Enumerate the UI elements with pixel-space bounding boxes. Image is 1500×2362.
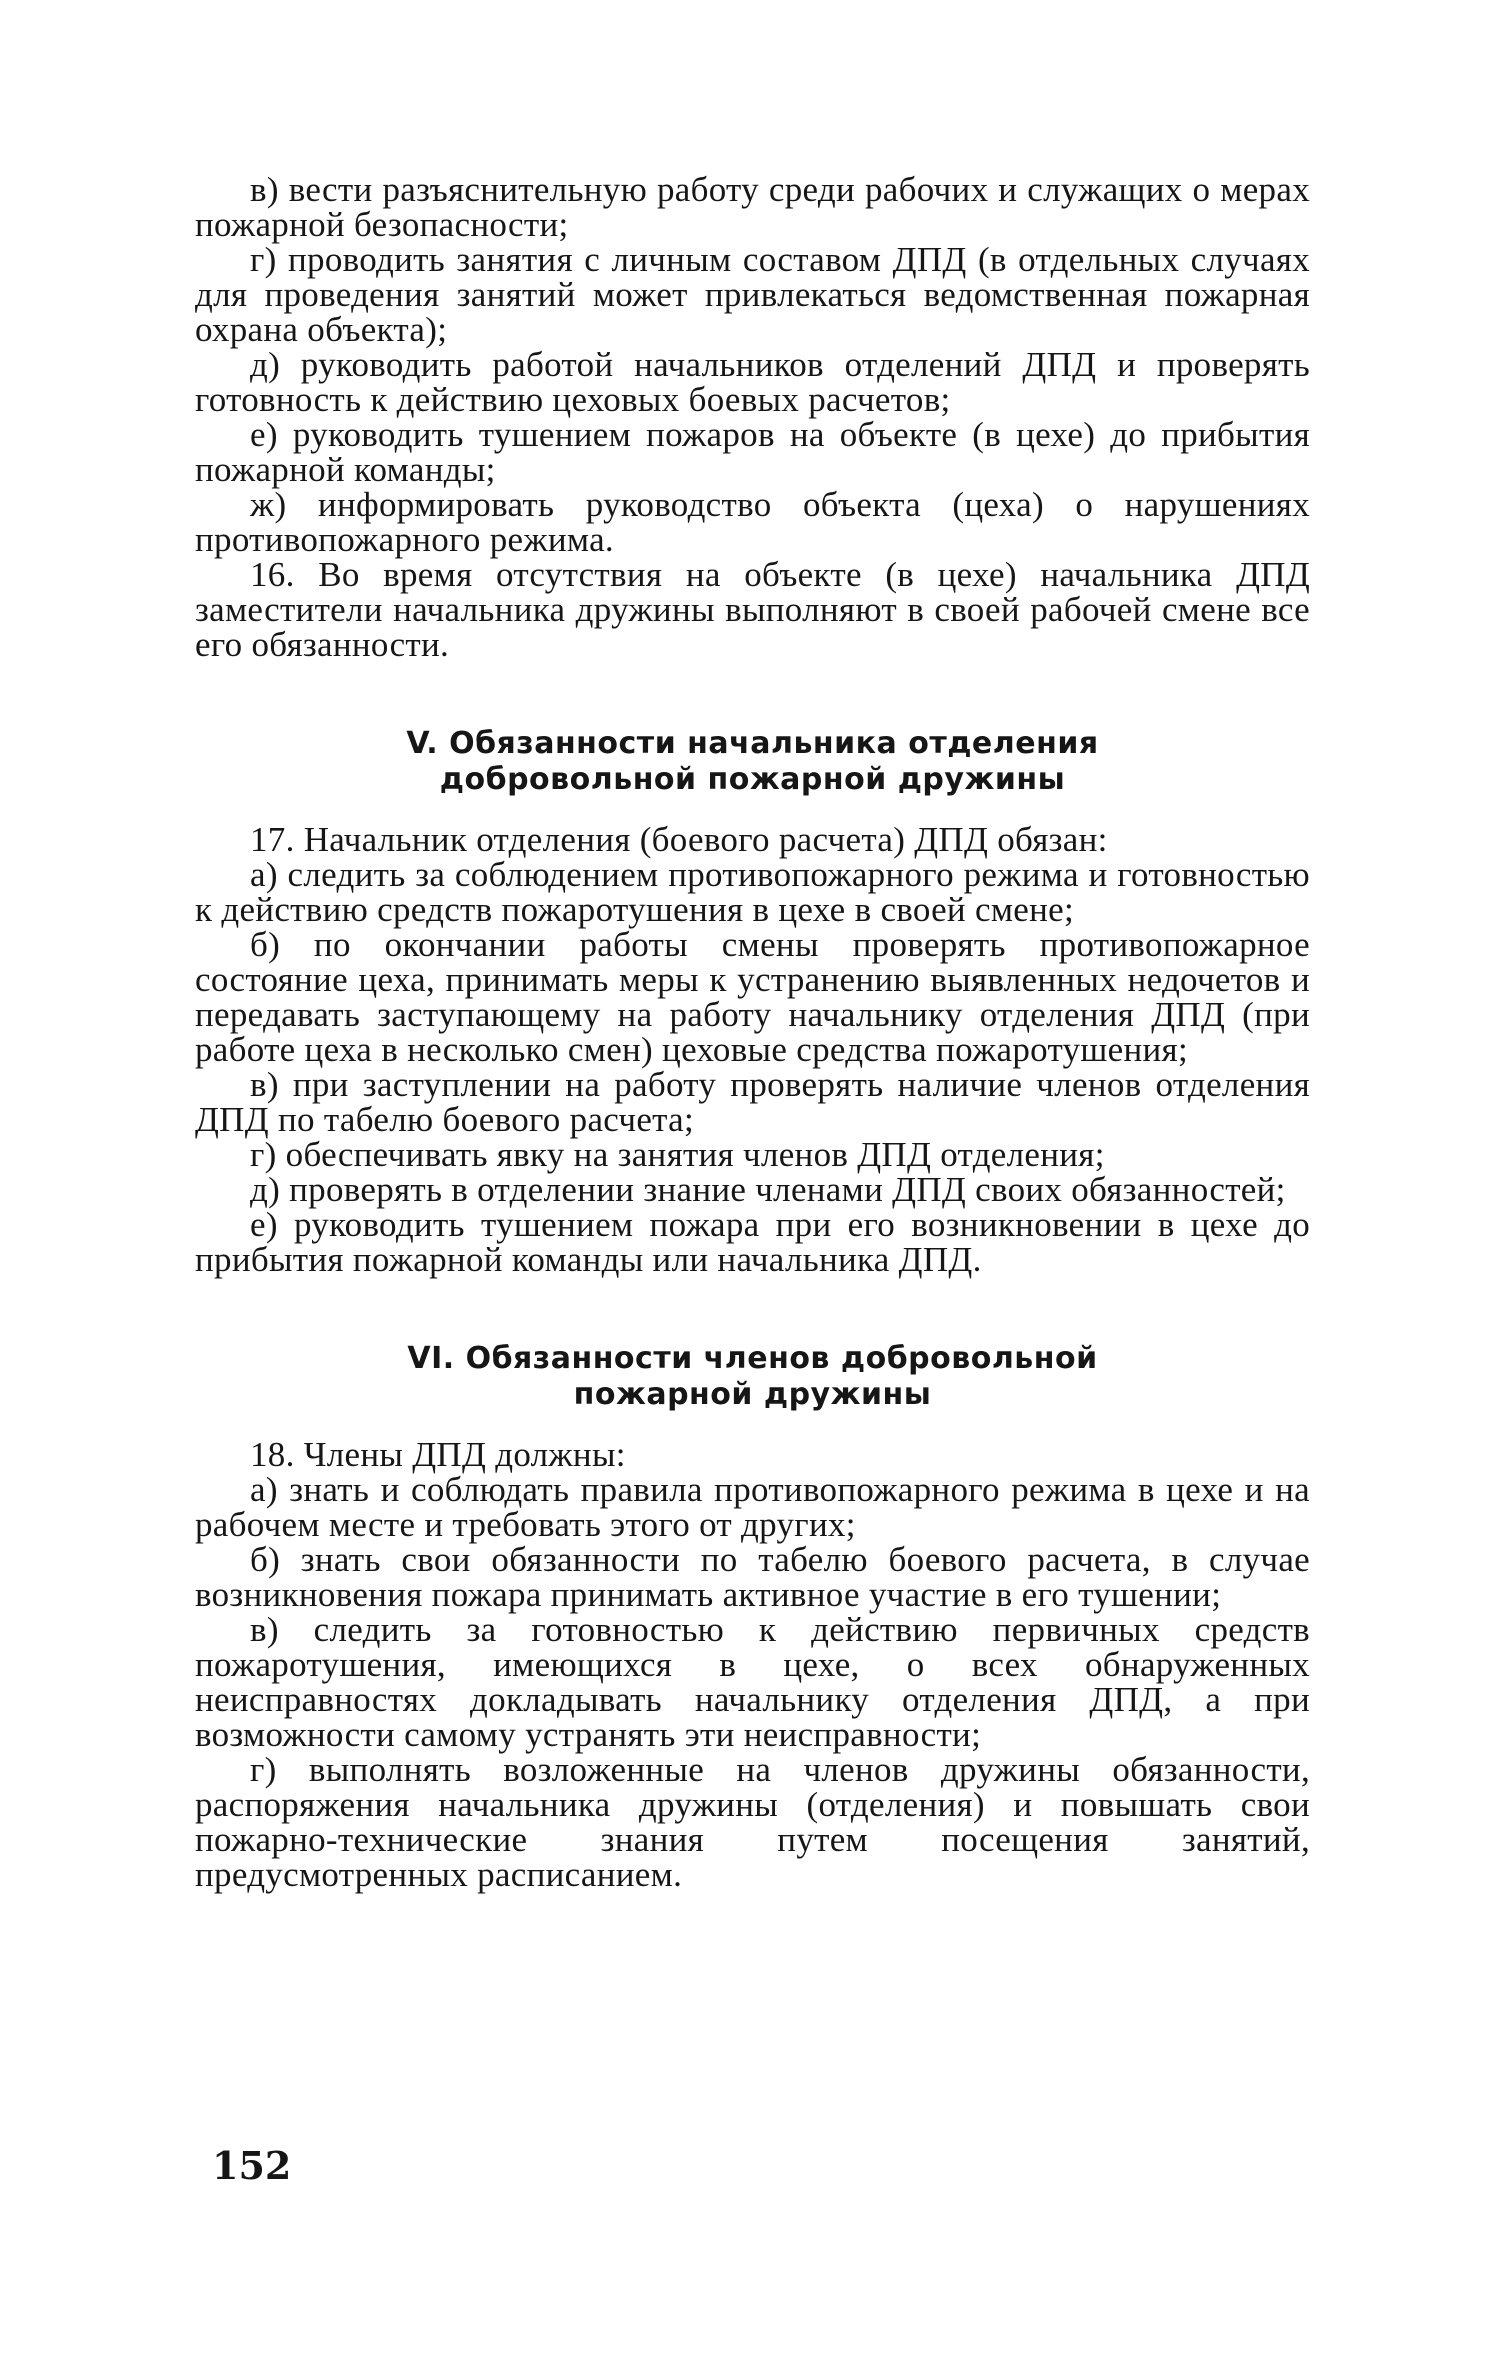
document-page: [195, 172, 1310, 1892]
clause-17-item-v: в) при заступлении на работу проверять наличие членов отделения ДПД по табелю боевого расчета;: [195, 1065, 1310, 1139]
clause-18: 18. Члены ДПД должны:: [250, 1435, 626, 1474]
clause-17-item-a: а) следить за соблюдением противопожарного режима и готовностью к действию средств пожаротушения в цехе в своей смене;: [195, 855, 1310, 929]
paragraph-item-zh: ж) информировать руководство объекта (цеха) о нарушениях противопожарного режима.: [195, 485, 1310, 559]
paragraph-item-g: г) проводить занятия с личным составом ДПД (в отдельных случаях для проведения занятий может привлекаться ведомственная пожарная охрана объекта);: [195, 240, 1310, 349]
clause-17-item-g: г) обеспечивать явку на занятия членов ДПД отделения;: [250, 1135, 1105, 1174]
section-spacer: [195, 1277, 1310, 1341]
paragraph-item-d: д) руководить работой начальников отделений ДПД и проверять готовность к действию цеховых боевых расчетов;: [195, 345, 1310, 419]
section-vi-heading-line-2: пожарной дружины: [573, 1377, 932, 1412]
section-vi-heading-line-1: VI. Обязанности членов добровольной: [407, 1341, 1098, 1376]
paragraph-item-e: е) руководить тушением пожаров на объекте (в цехе) до прибытия пожарной команды;: [195, 415, 1310, 489]
clause-17: 17. Начальник отделения (боевого расчета) ДПД обязан:: [250, 820, 1108, 859]
clause-18-item-g: г) выполнять возложенные на членов дружины обязанности, распоряжения начальника дружины (отделения) и повышать свои пожарно-технические знания путем посещения занятий, предусмотренных расписанием.: [195, 1750, 1310, 1894]
section-vi-heading: [195, 1341, 1310, 1413]
clause-17-item-d: д) проверять в отделении знание членами ДПД своих обязанностей;: [250, 1170, 1286, 1209]
clause-18-item-a: а) знать и соблюдать правила противопожарного режима в цехе и на рабочем месте и требовать этого от других;: [195, 1470, 1310, 1544]
heading-spacer: [195, 798, 1310, 822]
clause-17-item-e: е) руководить тушением пожара при его возникновении в цехе до прибытия пожарной команды или начальника ДПД.: [195, 1205, 1310, 1279]
clause-18-item-v: в) следить за готовностью к действию первичных средств пожаротушения, имеющихся в цехе, о всех обнаруженных неисправностях докладывать начальнику отделения ДПД, а при возможности самому устранять эти неисправности;: [195, 1610, 1310, 1754]
section-v-heading: [195, 726, 1310, 798]
clause-18-item-b: б) знать свои обязанности по табелю боевого расчета, в случае возникновения пожара принимать активное участие в его тушении;: [195, 1540, 1310, 1614]
paragraph-item-v: в) вести разъяснительную работу среди рабочих и служащих о мерах пожарной безопасности;: [195, 170, 1310, 244]
section-spacer: [195, 662, 1310, 726]
section-v-heading-line-1: V. Обязанности начальника отделения: [406, 726, 1099, 761]
heading-spacer: [195, 1413, 1310, 1437]
clause-16: 16. Во время отсутствия на объекте (в цехе) начальника ДПД заместители начальника дружины выполняют в своей рабочей смене все его обязанности.: [195, 555, 1310, 664]
section-v-heading-line-2: добровольной пожарной дружины: [439, 762, 1066, 797]
clause-17-item-b: б) по окончании работы смены проверять противопожарное состояние цеха, принимать меры к устранению выявленных недочетов и передавать заступающему на работу начальнику отделения ДПД (при работе цеха в несколько смен) цеховые средства пожаротушения;: [195, 925, 1310, 1069]
page-number: 152: [212, 2143, 292, 2188]
